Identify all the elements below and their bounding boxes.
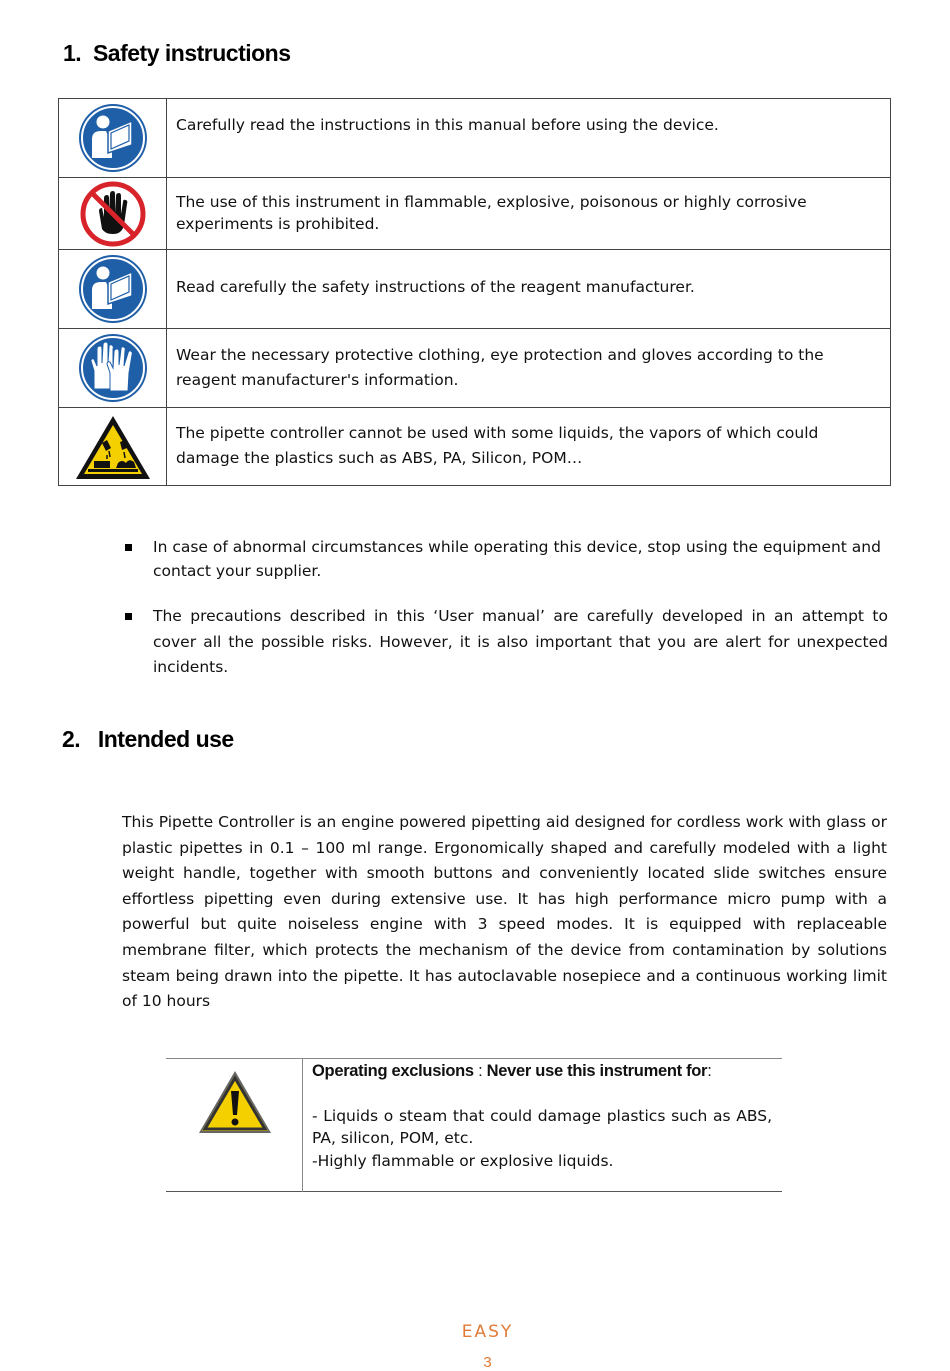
safety-text-cell: Carefully read the instructions in this manual before using the device. [167, 99, 891, 178]
page-number: 3 [483, 1354, 492, 1371]
general-warning-icon [197, 1069, 273, 1135]
exclusions-text [312, 1059, 772, 1172]
section-1-title: Safety instructions [92, 40, 291, 66]
precautions-list [122, 535, 888, 702]
table-row [59, 250, 891, 329]
exclusions-title-a: Operating exclusions [312, 1062, 474, 1080]
table-row [59, 178, 891, 250]
exclusion-line: -Highly flammable or explosive liquids. [312, 1151, 614, 1170]
read-manual-icon [78, 103, 148, 173]
table-row [59, 329, 891, 408]
no-hand-prohibited-icon [80, 181, 146, 247]
bullet-square-icon [125, 613, 132, 620]
section-1-number: 1. [63, 40, 82, 66]
list-item-text: In case of abnormal circumstances while operating this device, stop using the equipment and contact your supplier. [153, 538, 881, 580]
exclusions-icon-cell [166, 1059, 303, 1192]
icon-cell [59, 408, 167, 486]
safety-text-cell: Read carefully the safety instructions of the reagent manufacturer. [167, 250, 891, 329]
list-item [122, 535, 888, 583]
section-1-heading [63, 40, 291, 67]
icon-cell [59, 178, 167, 250]
footer-brand: EASY [461, 1322, 514, 1342]
list-item-text: The precautions described in this ‘User manual’ are carefully developed in an attempt to cover all the possible risks. However, it is also important that you are alert for unexpected incidents. [153, 607, 888, 676]
section-2-number: 2. [62, 726, 81, 752]
icon-cell [59, 329, 167, 408]
corrosive-warning-icon [74, 413, 152, 481]
operating-exclusions-box [166, 1058, 782, 1192]
icon-cell [59, 250, 167, 329]
exclusions-title [312, 1060, 772, 1083]
icon-cell [59, 99, 167, 178]
list-item [122, 604, 888, 681]
table-row [59, 408, 891, 486]
bullet-square-icon [125, 544, 132, 551]
read-manual-icon [78, 254, 148, 324]
intended-use-paragraph: This Pipette Controller is an engine powered pipetting aid designed for cordless work with glass or plastic pipettes in 0.1 – 100 ml range. Ergonomically shaped and carefully modeled with a light weight handle, together with smooth buttons and conveniently located slide switches ensure effortless pipetting even during extensive use. It has high performance micro pump with a powerful but quite noiseless engine with 3 speed modes. It is equipped with replaceable membrane filter, which protects the mechanism of the device from contamination by solutions steam being drawn into the pipette. It has autoclavable nosepiece and a continuous working limit of 10 hours [122, 813, 887, 1011]
wear-gloves-icon [78, 333, 148, 403]
exclusion-line: - Liquids o steam that could damage plastics such as ABS, PA, silicon, POM, etc. [312, 1106, 772, 1147]
table-row [59, 99, 891, 178]
safety-text-cell: The use of this instrument in flammable, explosive, poisonous or highly corrosive experiments is prohibited. [167, 178, 891, 250]
safety-text-cell: The pipette controller cannot be used with some liquids, the vapors of which could damage the plastics such as ABS, PA, Silicon, POM… [167, 408, 891, 486]
exclusions-title-sep: : [473, 1062, 487, 1080]
safety-text-cell: Wear the necessary protective clothing, eye protection and gloves according to the reagent manufacturer's information. [167, 329, 891, 408]
safety-instructions-table [58, 98, 891, 486]
section-2-title: Intended use [97, 726, 234, 752]
exclusions-title-b: Never use this instrument for [486, 1062, 708, 1080]
section-2-heading [62, 726, 234, 753]
exclusions-title-colon: : [707, 1062, 712, 1080]
